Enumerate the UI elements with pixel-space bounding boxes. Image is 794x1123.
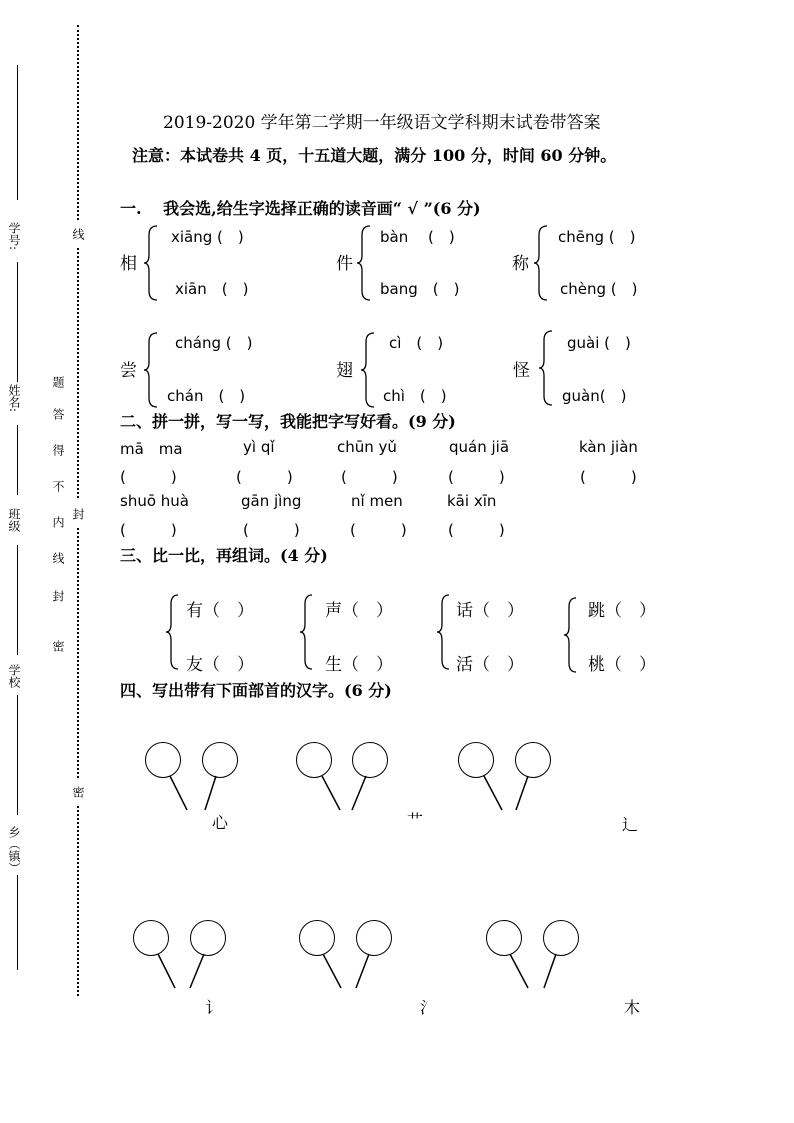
pinyin-option[interactable]: cháng ( ) <box>175 334 253 352</box>
seal-char: 封 <box>71 508 85 520</box>
brace-icon <box>165 594 179 670</box>
connector-lines <box>138 948 228 993</box>
margin-line <box>17 545 18 655</box>
choice-char: 尝 <box>120 361 137 381</box>
radical-label: 心 <box>212 813 229 832</box>
pinyin-word: kāi xīn <box>447 492 497 510</box>
pinyin-word: mā ma <box>120 440 183 458</box>
margin-line <box>17 695 18 815</box>
section1-title: 一. 我会选,给生字选择正确的读音画“ √ ”(6 分) <box>120 199 481 218</box>
brace-icon <box>299 594 313 670</box>
connector-lines <box>300 770 390 815</box>
notice-char: 题 <box>51 376 65 388</box>
pinyin-word: yì qǐ <box>243 438 275 456</box>
pinyin-option[interactable]: bàn ( ) <box>380 228 455 246</box>
brace-icon <box>538 330 554 406</box>
word-pair-top[interactable]: 话（ ） <box>456 601 524 621</box>
section4-title: 四、写出带有下面部首的汉字。(6 分) <box>120 681 392 700</box>
choice-char: 翅 <box>336 361 353 381</box>
seal-dotted-line <box>77 806 79 996</box>
exam-note: 注意：本试卷共 4 页，十五道大题，满分 100 分，时间 60 分钟。 <box>132 146 617 165</box>
answer-blank[interactable]: ( ) <box>350 521 407 539</box>
word-pair-top[interactable]: 有（ ） <box>186 601 254 621</box>
brace-icon <box>143 225 159 301</box>
seal-char: 线 <box>71 228 85 240</box>
answer-blank[interactable]: ( ) <box>448 468 505 486</box>
connector-lines <box>490 948 580 993</box>
answer-blank[interactable]: ( ) <box>243 521 300 539</box>
answer-blank[interactable]: ( ) <box>448 521 505 539</box>
school-label: 学校 <box>7 664 21 688</box>
word-pair-bottom[interactable]: 桃（ ） <box>588 655 656 675</box>
pinyin-word: shuō huà <box>120 492 189 510</box>
radical-label: 辶 <box>622 815 639 834</box>
choice-char: 怪 <box>513 361 530 381</box>
brace-icon <box>356 225 372 301</box>
pinyin-option[interactable]: xiān ( ) <box>175 280 249 298</box>
choice-char: 称 <box>512 254 529 274</box>
radical-label: 木 <box>624 998 641 1017</box>
notice-char: 内 <box>51 516 65 528</box>
word-pair-top[interactable]: 声（ ） <box>325 601 393 621</box>
answer-blank[interactable]: ( ) <box>580 468 637 486</box>
radical-label: 氵 <box>420 998 437 1017</box>
word-pair-bottom[interactable]: 活（ ） <box>456 655 524 675</box>
notice-char: 答 <box>51 408 65 420</box>
brace-icon <box>360 332 376 408</box>
notice-char: 不 <box>51 480 65 492</box>
connector-lines <box>462 770 552 815</box>
answer-blank[interactable]: ( ) <box>236 468 293 486</box>
pinyin-option[interactable]: xiāng ( ) <box>171 228 244 246</box>
pinyin-option[interactable]: bang ( ) <box>380 280 460 298</box>
brace-icon <box>436 594 450 670</box>
choice-char: 相 <box>120 254 137 274</box>
section2-title: 二、拼一拼，写一写，我能把字写好看。(9 分) <box>120 412 456 431</box>
connector-lines <box>150 770 240 815</box>
notice-char: 得 <box>51 444 65 456</box>
class-label: 班级 <box>7 508 21 532</box>
pinyin-word: kàn jiàn <box>579 438 638 456</box>
brace-icon <box>143 332 159 408</box>
notice-char: 封 <box>51 590 65 602</box>
radical-label: 艹 <box>407 811 424 830</box>
page-title: 2019-2020 学年第二学期一年级语文学科期末试卷带答案 <box>163 113 601 133</box>
name-label: 姓名: <box>7 384 21 413</box>
word-pair-top[interactable]: 跳（ ） <box>588 601 656 621</box>
margin-line <box>17 262 18 382</box>
pinyin-word: chūn yǔ <box>337 438 397 456</box>
brace-icon <box>533 225 549 301</box>
seal-dotted-line <box>77 248 79 498</box>
pinyin-word: nǐ men <box>351 492 403 510</box>
section3-title: 三、比一比，再组词。(4 分) <box>120 546 328 565</box>
margin-line <box>17 65 18 200</box>
word-pair-bottom[interactable]: 生（ ） <box>325 655 393 675</box>
pinyin-option[interactable]: guàn( ) <box>562 387 627 405</box>
answer-blank[interactable]: ( ) <box>120 468 177 486</box>
pinyin-option[interactable]: chì ( ) <box>383 387 447 405</box>
pinyin-word: quán jiā <box>449 438 510 456</box>
notice-char: 线 <box>51 552 65 564</box>
seal-char: 密 <box>71 786 85 798</box>
notice-char: 密 <box>51 640 65 652</box>
seal-dotted-line <box>77 25 79 220</box>
margin-line <box>17 425 18 495</box>
pinyin-word: gān jìng <box>241 492 302 510</box>
radical-label: 讠 <box>205 998 222 1017</box>
answer-blank[interactable]: ( ) <box>341 468 398 486</box>
choice-char: 件 <box>336 254 353 274</box>
brace-icon <box>563 597 577 673</box>
pinyin-option[interactable]: chán ( ) <box>167 387 246 405</box>
student-id-label: 学号: <box>7 222 21 251</box>
answer-blank[interactable]: ( ) <box>120 521 177 539</box>
margin-line <box>17 875 18 970</box>
pinyin-option[interactable]: chēng ( ) <box>558 228 636 246</box>
connector-lines <box>303 948 393 993</box>
word-pair-bottom[interactable]: 友（ ） <box>186 655 254 675</box>
pinyin-option[interactable]: chèng ( ) <box>560 280 638 298</box>
seal-dotted-line <box>77 528 79 778</box>
pinyin-option[interactable]: guài ( ) <box>567 334 631 352</box>
township-label: 乡（镇） <box>7 826 21 874</box>
pinyin-option[interactable]: cì ( ) <box>389 334 444 352</box>
